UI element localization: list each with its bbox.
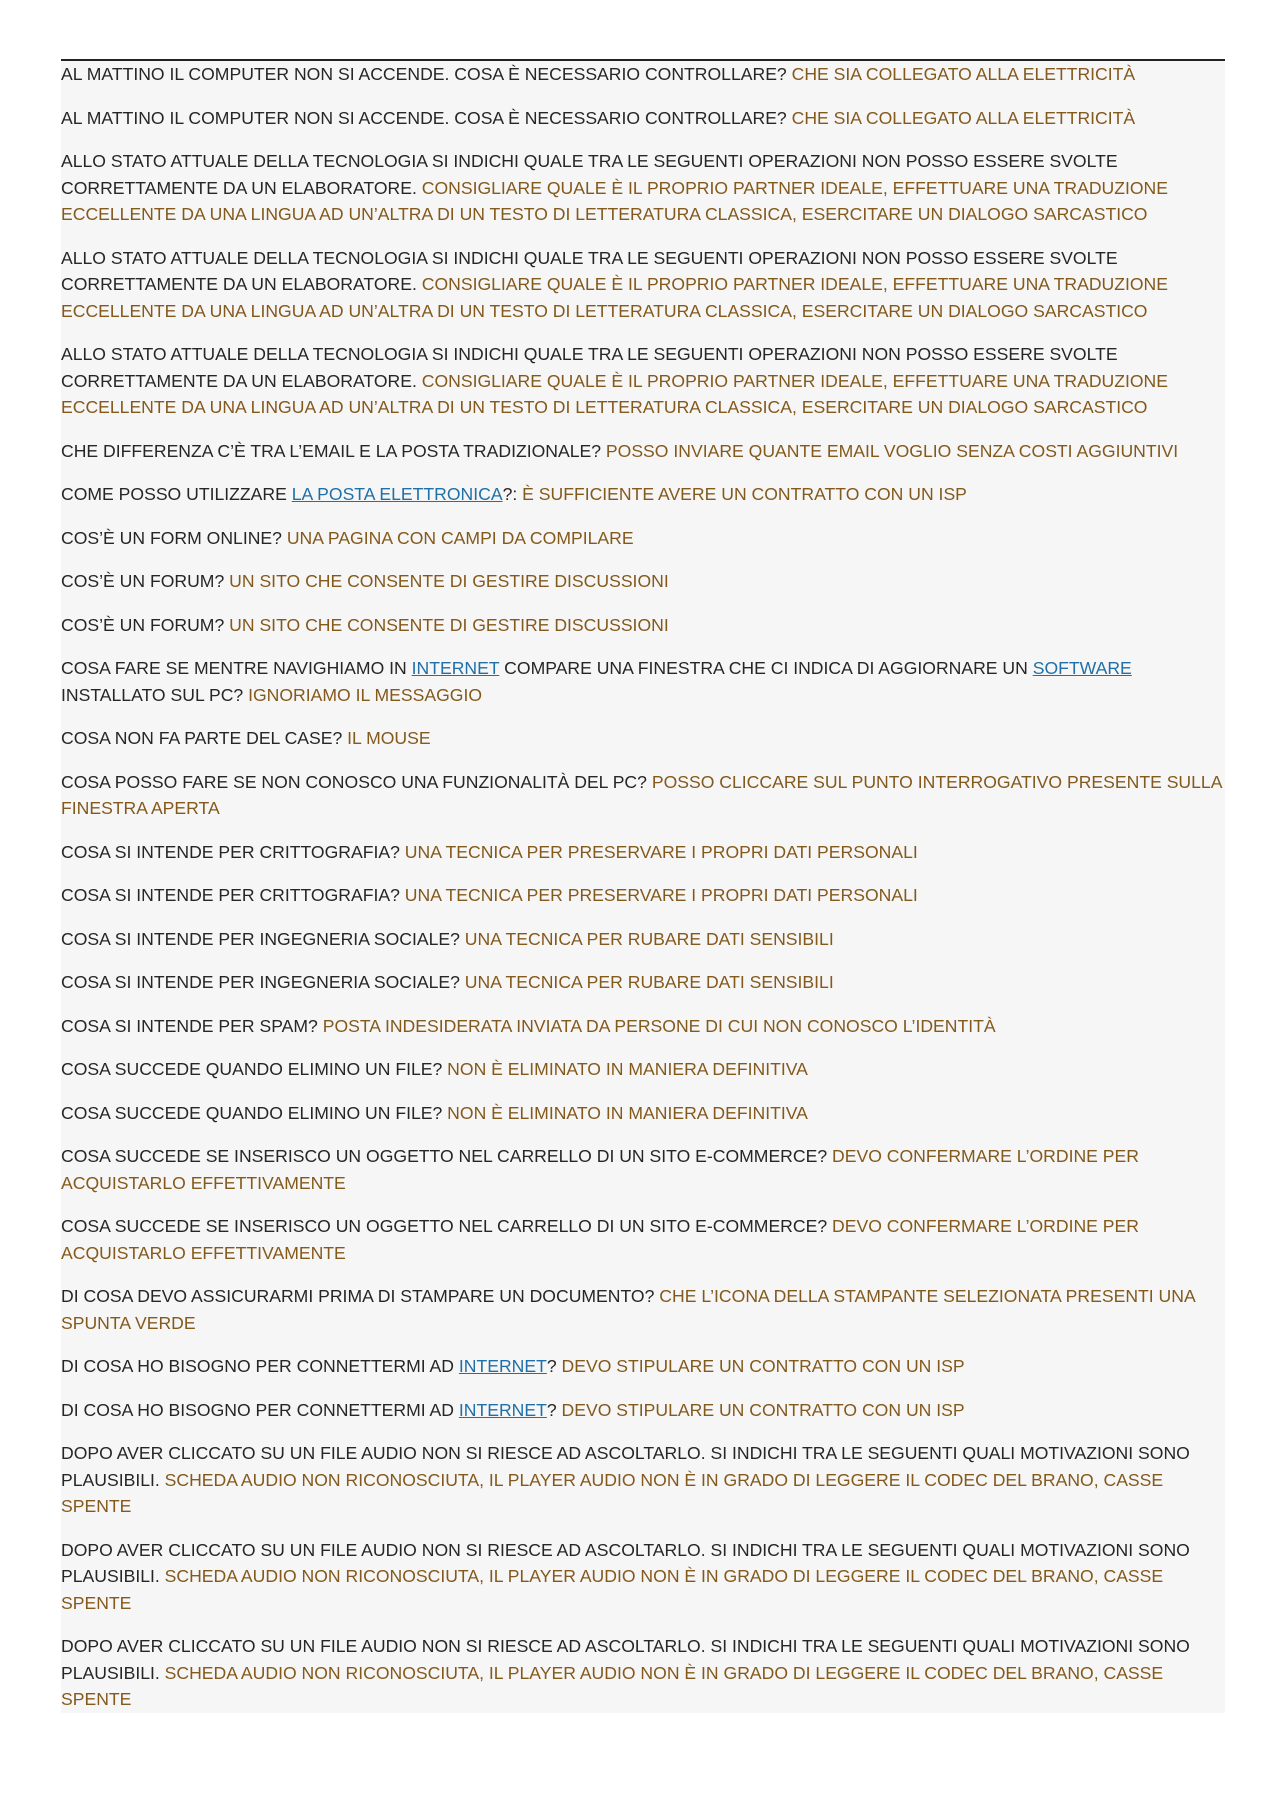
answer-text: UN SITO CHE CONSENTE DI GESTIRE DISCUSSIONI: [229, 614, 669, 635]
qa-list: [61, 59, 1225, 1713]
answer-text: È SUFFICIENTE AVERE UN CONTRATTO CON UN ISP: [522, 484, 967, 504]
answer-text: POSTA INDESIDERATA INVIATA DA PERSONE DI CUI NON CONOSCO L’IDENTITÀ: [322, 1015, 996, 1036]
answer-text: SCHEDA AUDIO NON RICONOSCIUTA, IL PLAYER AUDIO NON È IN GRADO DI LEGGERE IL CODEC DEL BRANO, CASSE SPENTE: [61, 1469, 1164, 1516]
answer-text: CHE SIA COLLEGATO ALLA ELETTRICITÀ: [791, 107, 1136, 128]
qa-entry: [61, 1633, 1225, 1713]
qa-entry: [61, 61, 1225, 88]
question-text: DOPO AVER CLICCATO SU UN FILE AUDIO NON SI RIESCE AD ASCOLTARLO. SI INDICHI TRA LE SEGUENTI QUALI MOTIVAZIONI SONO PLAUSIBILI.: [61, 1636, 1190, 1683]
hyperlink[interactable]: INTERNET: [458, 1399, 547, 1420]
qa-entry: [61, 1353, 1225, 1380]
qa-entry: [61, 1283, 1225, 1336]
question-text: COS’È UN FORUM?: [61, 614, 230, 635]
question-text: ALLO STATO ATTUALE DELLA TECNOLOGIA SI INDICHI QUALE TRA LE SEGUENTI OPERAZIONI NON POSSO ESSERE SVOLTE CORRETTAMENTE DA UN ELABORATORE.: [61, 344, 1118, 391]
question-text: ALLO STATO ATTUALE DELLA TECNOLOGIA SI INDICHI QUALE TRA LE SEGUENTI OPERAZIONI NON POSSO ESSERE SVOLTE CORRETTAMENTE DA UN ELABORATORE.: [61, 151, 1118, 198]
question-text: COS’È UN FORUM?: [61, 571, 230, 591]
question-text: COSA NON FA PARTE DEL CASE?: [61, 728, 348, 748]
hyperlink[interactable]: SOFTWARE: [1032, 658, 1132, 678]
answer-text: UNA PAGINA CON CAMPI DA COMPILARE: [286, 527, 634, 548]
question-text: ?:: [502, 484, 523, 504]
qa-entry: [61, 148, 1225, 228]
answer-text: NON È ELIMINATO IN MANIERA DEFINITIVA: [447, 1102, 808, 1123]
answer-text: CONSIGLIARE QUALE È IL PROPRIO PARTNER IDEALE, EFFETTUARE UNA TRADUZIONE ECCELLENTE DA UNA LINGUA AD UN’ALTRA DI UN TESTO DI LETTERATURA CLASSICA, ESERCITARE UN DIALOGO SARCASTICO: [61, 274, 1168, 321]
answer-text: UNA TECNICA PER PRESERVARE I PROPRI DATI PERSONALI: [404, 885, 918, 905]
answer-text: UN SITO CHE CONSENTE DI GESTIRE DISCUSSIONI: [229, 571, 669, 591]
answer-text: DEVO CONFERMARE L’ORDINE PER ACQUISTARLO EFFETTIVAMENTE: [61, 1216, 1139, 1263]
qa-entry: [61, 839, 1225, 866]
qa-entry: [61, 1537, 1225, 1617]
answer-text: UNA TECNICA PER RUBARE DATI SENSIBILI: [464, 928, 834, 949]
qa-entry: [61, 725, 1225, 752]
qa-entry: [61, 1100, 1225, 1127]
question-text: ?: [546, 1356, 562, 1376]
qa-entry: [61, 926, 1225, 953]
qa-entry: [61, 655, 1225, 708]
qa-entry: [61, 1213, 1225, 1266]
qa-entry: [61, 245, 1225, 325]
question-text: DI COSA HO BISOGNO PER CONNETTERMI AD: [61, 1356, 459, 1376]
hyperlink[interactable]: INTERNET: [411, 658, 500, 678]
question-text: COSA SI INTENDE PER CRITTOGRAFIA?: [61, 841, 405, 862]
qa-entry: [61, 1013, 1225, 1040]
question-text: AL MATTINO IL COMPUTER NON SI ACCENDE. COSA È NECESSARIO CONTROLLARE?: [61, 64, 792, 84]
question-text: ?: [546, 1399, 562, 1420]
question-text: COMPARE UNA FINESTRA CHE CI INDICA DI AGGIORNARE UN: [499, 658, 1033, 678]
qa-entry: [61, 1143, 1225, 1196]
qa-entry: [61, 341, 1225, 421]
qa-entry: [61, 1056, 1225, 1083]
question-text: COSA FARE SE MENTRE NAVIGHIAMO IN: [61, 658, 412, 678]
question-text: COSA SUCCEDE SE INSERISCO UN OGGETTO NEL CARRELLO DI UN SITO E-COMMERCE?: [61, 1216, 833, 1236]
hyperlink[interactable]: LA POSTA ELETTRONICA: [291, 484, 503, 504]
qa-entry: [61, 882, 1225, 909]
qa-entry: [61, 105, 1225, 132]
answer-text: IGNORIAMO IL MESSAGGIO: [248, 684, 483, 705]
qa-entry: [61, 438, 1225, 465]
question-text: COSA SI INTENDE PER CRITTOGRAFIA?: [61, 885, 405, 905]
answer-text: POSSO CLICCARE SUL PUNTO INTERROGATIVO PRESENTE SULLA FINESTRA APERTA: [61, 771, 1222, 818]
qa-entry: [61, 1397, 1225, 1424]
question-text: COSA POSSO FARE SE NON CONOSCO UNA FUNZIONALITÀ DEL PC?: [61, 771, 652, 792]
question-text: COSA SUCCEDE QUANDO ELIMINO UN FILE?: [61, 1059, 448, 1079]
answer-text: CHE SIA COLLEGATO ALLA ELETTRICITÀ: [791, 64, 1136, 84]
answer-text: SCHEDA AUDIO NON RICONOSCIUTA, IL PLAYER AUDIO NON È IN GRADO DI LEGGERE IL CODEC DEL BRANO, CASSE SPENTE: [61, 1662, 1164, 1709]
question-text: COSA SUCCEDE SE INSERISCO UN OGGETTO NEL CARRELLO DI UN SITO E-COMMERCE?: [61, 1146, 833, 1166]
qa-entry: [61, 1440, 1225, 1520]
qa-entry: [61, 568, 1225, 595]
qa-entry: [61, 612, 1225, 639]
question-text: COSA SUCCEDE QUANDO ELIMINO UN FILE?: [61, 1102, 448, 1123]
qa-entry: [61, 481, 1225, 508]
question-text: AL MATTINO IL COMPUTER NON SI ACCENDE. COSA È NECESSARIO CONTROLLARE?: [61, 107, 792, 128]
question-text: COME POSSO UTILIZZARE: [61, 484, 292, 504]
question-text: CHE DIFFERENZA C’È TRA L’EMAIL E LA POSTA TRADIZIONALE?: [61, 440, 606, 461]
qa-entry: [61, 769, 1225, 822]
question-text: DI COSA DEVO ASSICURARMI PRIMA DI STAMPARE UN DOCUMENTO?: [61, 1286, 660, 1306]
qa-entry: [61, 969, 1225, 996]
question-text: DI COSA HO BISOGNO PER CONNETTERMI AD: [61, 1399, 459, 1420]
question-text: COSA SI INTENDE PER SPAM?: [61, 1015, 323, 1036]
answer-text: CONSIGLIARE QUALE È IL PROPRIO PARTNER IDEALE, EFFETTUARE UNA TRADUZIONE ECCELLENTE DA UNA LINGUA AD UN’ALTRA DI UN TESTO DI LETTERATURA CLASSICA, ESERCITARE UN DIALOGO SARCASTICO: [61, 370, 1168, 417]
answer-text: NON È ELIMINATO IN MANIERA DEFINITIVA: [447, 1059, 808, 1079]
answer-text: SCHEDA AUDIO NON RICONOSCIUTA, IL PLAYER AUDIO NON È IN GRADO DI LEGGERE IL CODEC DEL BRANO, CASSE SPENTE: [61, 1566, 1164, 1613]
answer-text: DEVO STIPULARE UN CONTRATTO CON UN ISP: [561, 1399, 965, 1420]
question-text: COSA SI INTENDE PER INGEGNERIA SOCIALE?: [61, 928, 465, 949]
answer-text: CHE L’ICONA DELLA STAMPANTE SELEZIONATA PRESENTI UNA SPUNTA VERDE: [61, 1286, 1195, 1333]
answer-text: DEVO CONFERMARE L’ORDINE PER ACQUISTARLO EFFETTIVAMENTE: [61, 1146, 1139, 1193]
question-text: DOPO AVER CLICCATO SU UN FILE AUDIO NON SI RIESCE AD ASCOLTARLO. SI INDICHI TRA LE SEGUENTI QUALI MOTIVAZIONI SONO PLAUSIBILI.: [61, 1539, 1190, 1586]
answer-text: IL MOUSE: [347, 728, 431, 748]
question-text: COSA SI INTENDE PER INGEGNERIA SOCIALE?: [61, 972, 465, 992]
answer-text: CONSIGLIARE QUALE È IL PROPRIO PARTNER IDEALE, EFFETTUARE UNA TRADUZIONE ECCELLENTE DA UNA LINGUA AD UN’ALTRA DI UN TESTO DI LETTERATURA CLASSICA, ESERCITARE UN DIALOGO SARCASTICO: [61, 177, 1168, 224]
answer-text: UNA TECNICA PER RUBARE DATI SENSIBILI: [464, 972, 834, 992]
hyperlink[interactable]: INTERNET: [458, 1356, 547, 1376]
question-text: ALLO STATO ATTUALE DELLA TECNOLOGIA SI INDICHI QUALE TRA LE SEGUENTI OPERAZIONI NON POSSO ESSERE SVOLTE CORRETTAMENTE DA UN ELABORATORE.: [61, 247, 1118, 294]
question-text: INSTALLATO SUL PC?: [61, 684, 249, 705]
answer-text: UNA TECNICA PER PRESERVARE I PROPRI DATI PERSONALI: [404, 841, 918, 862]
question-text: COS’È UN FORM ONLINE?: [61, 527, 287, 548]
answer-text: POSSO INVIARE QUANTE EMAIL VOGLIO SENZA COSTI AGGIUNTIVI: [605, 440, 1179, 461]
qa-entry: [61, 525, 1225, 552]
question-text: DOPO AVER CLICCATO SU UN FILE AUDIO NON SI RIESCE AD ASCOLTARLO. SI INDICHI TRA LE SEGUENTI QUALI MOTIVAZIONI SONO PLAUSIBILI.: [61, 1443, 1190, 1490]
answer-text: DEVO STIPULARE UN CONTRATTO CON UN ISP: [561, 1356, 965, 1376]
